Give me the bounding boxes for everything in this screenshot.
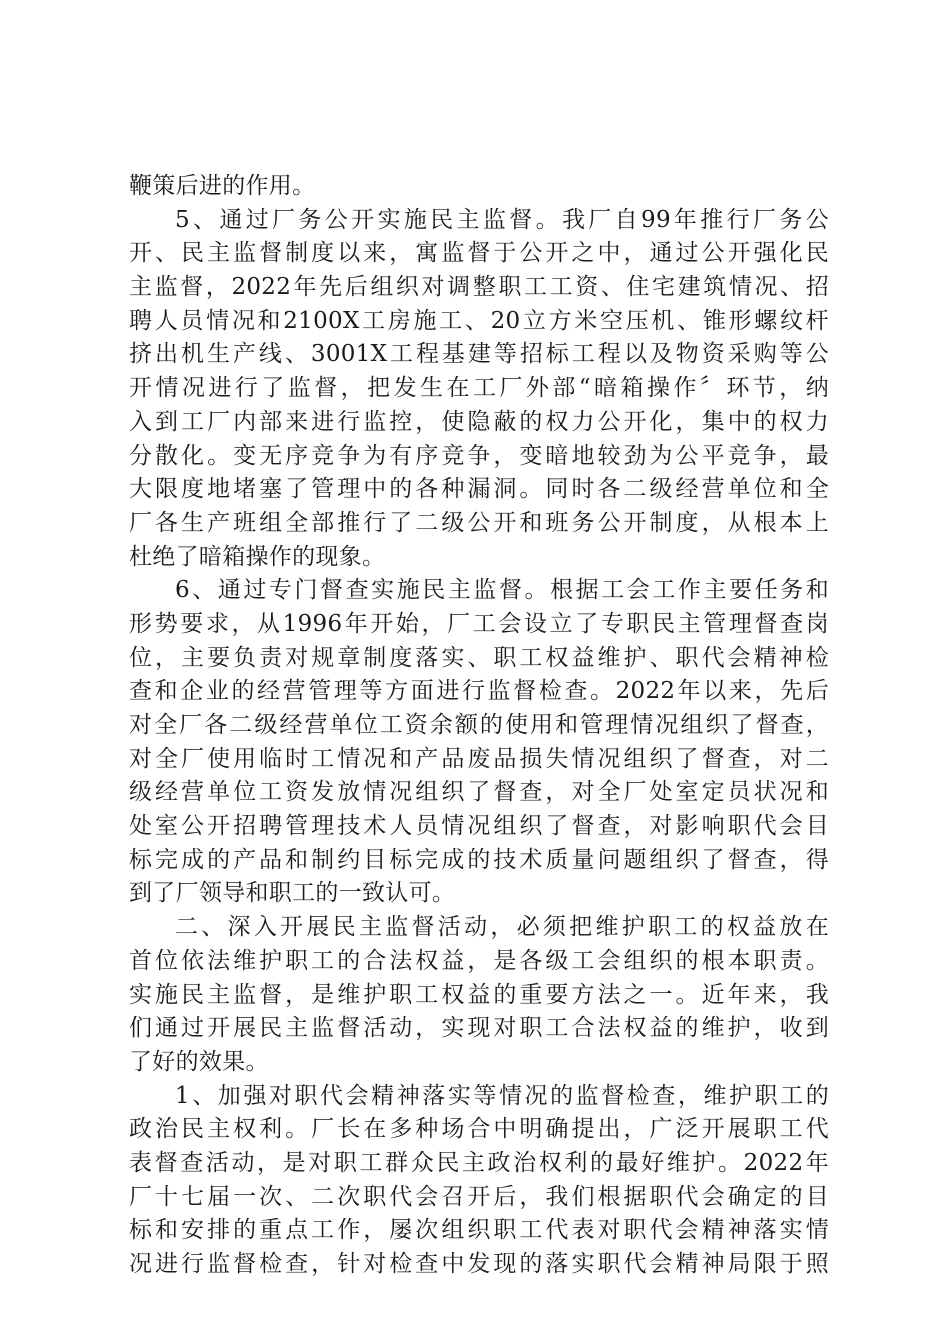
text-line: 入到工厂内部来进行监控，使隐蔽的权力公开化，集中的权力 bbox=[129, 408, 829, 435]
text-line: 况进行监督检查，针对检查中发现的落实职代会精神局限于照 bbox=[129, 1251, 829, 1277]
document-body bbox=[129, 170, 829, 1282]
text-line: 们通过开展民主监督活动，实现对职工合法权益的维护，收到 bbox=[129, 1015, 829, 1042]
text-line: 政治民主权利。厂长在多种场合中明确提出，广泛开展职工代 bbox=[129, 1116, 829, 1143]
text-line: 对全厂使用临时工情况和产品废品损失情况组织了督查，对二 bbox=[129, 745, 829, 772]
text-line: 厂各生产班组全部推行了二级公开和班务公开制度，从根本上 bbox=[129, 509, 829, 536]
text-line: 5、通过厂务公开实施民主监督。我厂自99年推行厂务公 bbox=[175, 206, 829, 233]
text-line: 鞭策后进的作用。 bbox=[129, 173, 316, 199]
text-line: 挤出机生产线、3001X工程基建等招标工程以及物资采购等公 bbox=[129, 341, 829, 368]
text-line: 主监督，2022年先后组织对调整职工工资、住宅建筑情况、招 bbox=[129, 274, 829, 301]
text-line: 查和企业的经营管理等方面进行监督检查。2022年以来，先后 bbox=[129, 678, 829, 705]
text-line: 标和安排的重点工作，屡次组织职工代表对职代会精神落实情 bbox=[129, 1217, 829, 1244]
text-line: 开、民主监督制度以来，寓监督于公开之中，通过公开强化民 bbox=[129, 240, 829, 267]
text-line: 杜绝了暗箱操作的现象。 bbox=[129, 543, 386, 570]
text-line: 6、通过专门督查实施民主监督。根据工会工作主要任务和 bbox=[175, 577, 829, 604]
text-line: 开情况进行了监督，把发生在工厂外部“暗箱操作〞环节，纳 bbox=[129, 375, 829, 402]
text-line: 到了厂领导和职工的一致认可。 bbox=[129, 880, 456, 907]
text-line: 1、加强对职代会精神落实等情况的监督检查，维护职工的 bbox=[175, 1082, 829, 1109]
text-line: 分散化。变无序竞争为有序竞争，变暗地较劲为公平竞争，最 bbox=[129, 442, 829, 469]
text-line: 处室公开招聘管理技术人员情况组织了督查，对影响职代会目 bbox=[129, 813, 829, 840]
text-line: 了好的效果。 bbox=[129, 1048, 269, 1075]
text-line: 厂十七届一次、二次职代会召开后，我们根据职代会确定的目 bbox=[129, 1183, 829, 1210]
text-line: 对全厂各二级经营单位工资余额的使用和管理情况组织了督查， bbox=[129, 712, 829, 738]
text-line: 表督查活动，是对职工群众民主政治权利的最好维护。2022年 bbox=[129, 1149, 829, 1176]
text-line: 聘人员情况和2100X工房施工、20立方米空压机、锥形螺纹杆 bbox=[129, 307, 829, 334]
text-line: 实施民主监督，是维护职工权益的重要方法之一。近年来，我 bbox=[129, 981, 829, 1008]
text-line: 形势要求，从1996年开始，厂工会设立了专职民主管理督查岗 bbox=[129, 610, 829, 637]
text-line: 首位依法维护职工的合法权益，是各级工会组织的根本职责。 bbox=[129, 947, 829, 974]
text-line: 二、深入开展民主监督活动，必须把维护职工的权益放在 bbox=[175, 914, 829, 941]
text-line: 位，主要负责对规章制度落实、职工权益维护、职代会精神检 bbox=[129, 644, 829, 671]
text-line: 标完成的产品和制约目标完成的技术质量问题组织了督查，得 bbox=[129, 846, 829, 873]
text-line: 大限度地堵塞了管理中的各种漏洞。同时各二级经营单位和全 bbox=[129, 476, 829, 503]
text-line: 级经营单位工资发放情况组织了督查，对全厂处室定员状况和 bbox=[129, 779, 829, 806]
